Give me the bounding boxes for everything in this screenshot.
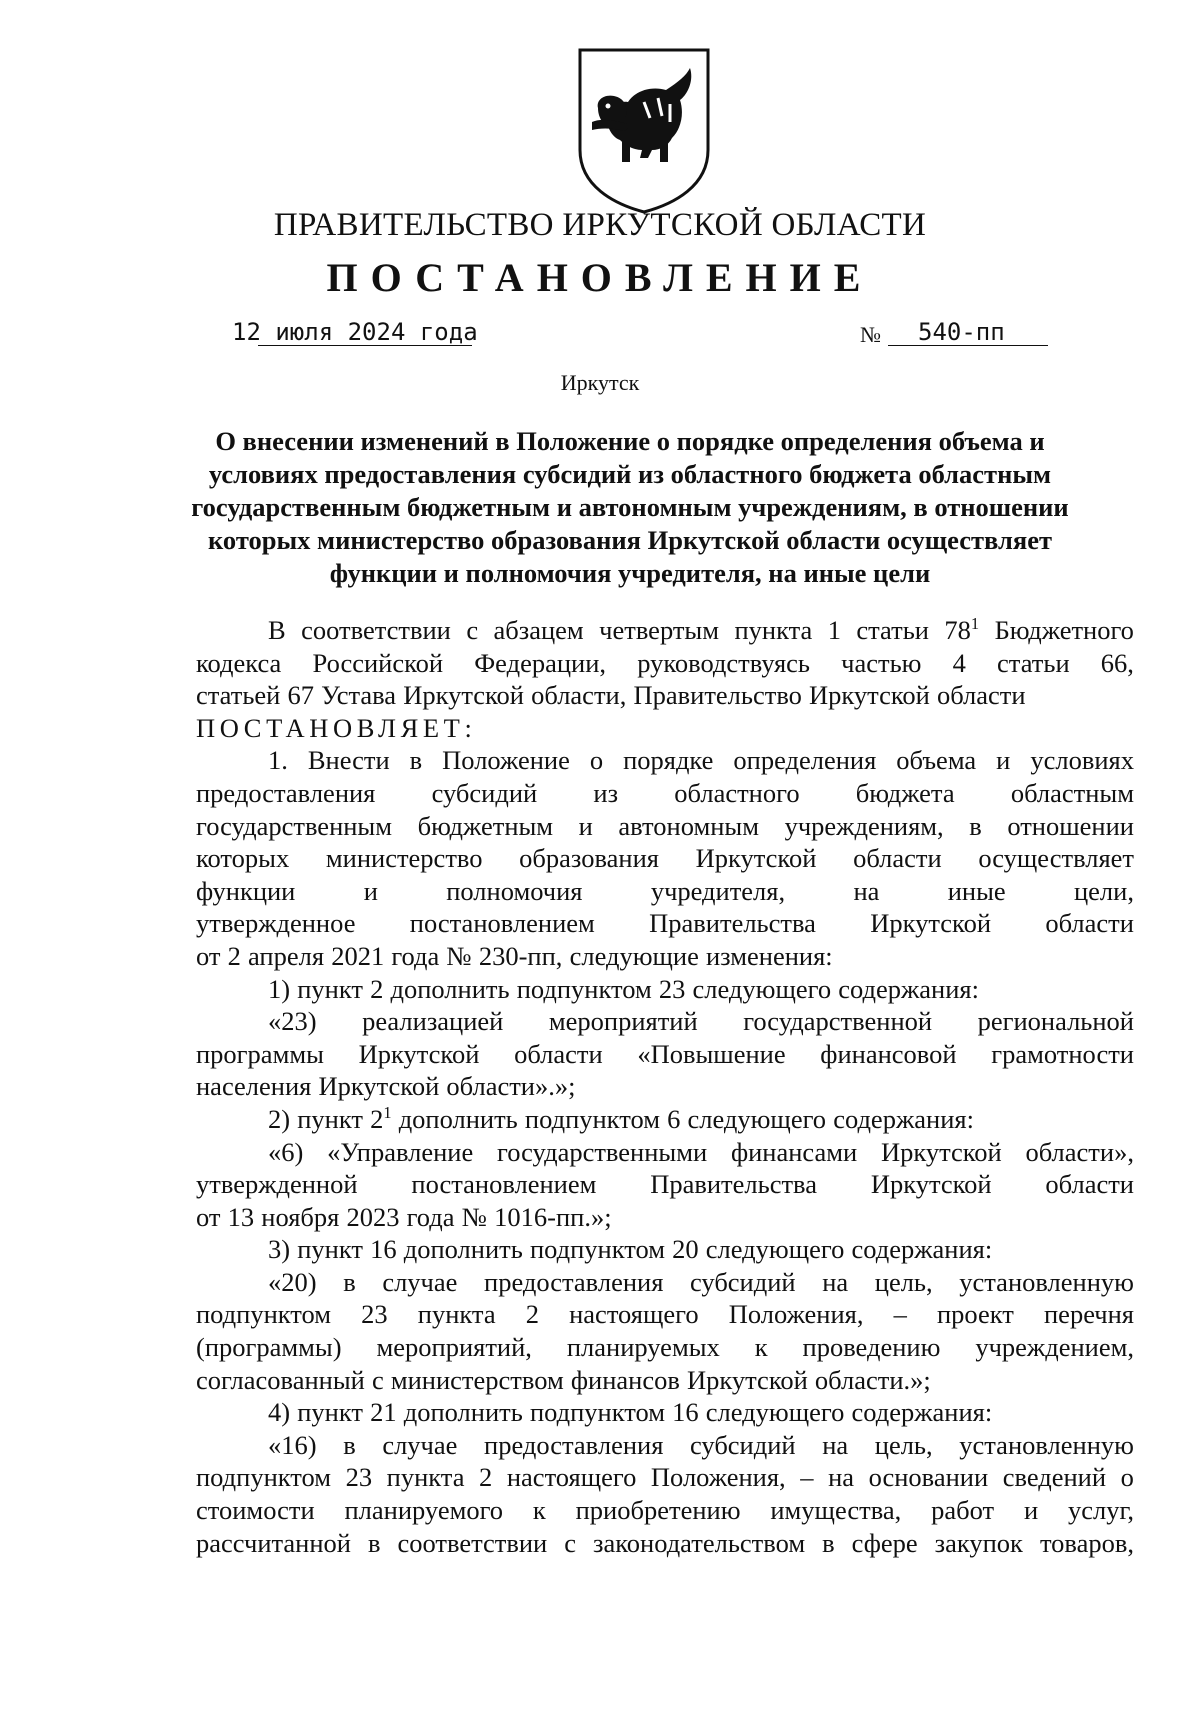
body-word: подпунктом [529,1234,665,1265]
body-word: следующего [687,1103,827,1134]
body-word: утвержденное [196,908,356,939]
body-word: соответствии [301,615,451,645]
body-word: услуг, [1067,1495,1134,1526]
body-word: 1 [827,615,841,645]
decree-date: 12 июля 2024 года [232,318,478,346]
body-word: Правительство [633,680,802,711]
body-word: «Повышение [637,1038,786,1069]
body-word: работ [931,1495,995,1526]
body-word: статьей [196,680,281,711]
body-line [196,1527,1134,1560]
body-word: функции [196,875,296,906]
body-word: «6) [268,1136,304,1167]
body-line [196,1070,1134,1103]
body-word: дополнить [403,1397,523,1428]
body-word: согласованный [196,1364,365,1395]
body-word: порядке [623,745,714,776]
body-word: подпунктом [196,1462,332,1493]
body-word: 67 [287,680,314,711]
body-word: 23 [361,1299,388,1330]
body-line [196,1103,1134,1136]
body-word: товаров, [1039,1527,1134,1558]
body-word: Устава [321,680,397,711]
body-word: субсидий [690,1429,796,1460]
body-line [196,679,1134,712]
body-word: 2 [370,973,384,1004]
body-word: Правительства [650,1169,817,1200]
body-word: о [1120,1462,1134,1493]
body-word: населения [196,1071,312,1102]
body-word: 20 [672,1234,699,1265]
body-line [196,1396,1134,1429]
body-word: $2^1$ [370,1102,392,1134]
body-word: иные [947,875,1006,906]
body-word: на [828,1462,855,1493]
number-underline [888,345,1048,346]
body-word: на [822,1429,849,1460]
body-word: имущества, [770,1495,902,1526]
body-word: рассчитанной [196,1527,351,1558]
body-word: 16 [370,1234,397,1265]
body-word: в [343,1429,356,1460]
body-word: утвержденной [196,1169,358,1200]
body-word: 6 [667,1103,681,1134]
body-word: и [578,810,593,841]
body-word: 2021 [331,940,385,971]
body-word: области [514,1038,603,1069]
body-word: Иркутской [687,1364,808,1395]
body-word: Иркутской [318,1071,440,1102]
body-word: Иркутской [870,908,992,939]
body-word: 2023 [346,1201,400,1232]
body-word: 23 [658,973,686,1004]
body-word: № [461,1201,487,1232]
body-line [196,1494,1134,1527]
body-word: государственным [196,810,393,841]
body-word: установленную [959,1429,1134,1460]
body-word: бюджета [855,777,955,808]
body-word: финансами [730,1136,858,1167]
body-word: дополнить [398,1103,518,1134]
body-word: установленную [959,1266,1134,1297]
body-word: проект [937,1299,1014,1330]
body-word: условиях [1030,745,1134,776]
body-word: предоставления [484,1429,664,1460]
body-line [196,1331,1134,1364]
body-word: пункта [734,615,813,645]
body-word: бюджетным [417,810,554,841]
city-name: Иркутск [560,370,640,395]
body-word: от [196,1201,221,1232]
body-word: о [589,745,604,776]
title-line: О внесении изменений в Положение о порядке определения объема и [215,426,1045,456]
body-word: с [564,1527,577,1558]
body-word: дополнить [390,973,510,1004]
body-line [196,940,1134,973]
body-line [196,1364,1134,1397]
body-word: автономным [618,810,759,841]
body-word: пункт [297,1397,363,1428]
body-word: В [268,615,286,645]
coat-of-arms-icon [574,46,714,214]
body-word: министерством [390,1364,564,1395]
body-word: проведению [802,1332,941,1363]
body-word: и [996,745,1011,776]
body-word: области».»; [446,1071,576,1102]
body-word: предоставления [484,1266,664,1297]
body-word: области [1045,908,1134,939]
body-word: государственной [743,1006,933,1037]
body-word: подпунктом [516,973,652,1004]
body-word: образования [519,843,659,874]
title-line: функции и полномочия учредителя, на иные цели [329,558,931,588]
body-word: Иркутской [809,680,930,711]
body-line [196,875,1134,908]
body-word: настоящего [569,1299,699,1330]
body-line [196,712,1134,745]
body-word: Иркутской [880,1136,1002,1167]
body-word: приобретению [575,1495,741,1526]
body-word: с [466,615,479,645]
body-word: четвертым [599,615,720,645]
body-word: законодательством [593,1527,806,1558]
body-word: частью [841,647,922,678]
body-word: дополнить [403,1234,523,1265]
body-word: 66, [1100,647,1134,678]
body-line [196,810,1134,843]
body-word: пункта [417,1299,496,1330]
body-word: областного [674,777,800,808]
body-word: настоящего [506,1462,637,1493]
body-line [196,1168,1134,1201]
body-word: 1) [268,973,291,1004]
body-word: региональной [977,1006,1134,1037]
body-word: 23 [345,1462,373,1493]
body-word: предоставления [196,777,376,808]
body-word: объема [896,745,977,776]
body-word: Внести [307,745,390,776]
body-word: пункт [297,973,363,1004]
body-word: следующего [705,1397,845,1428]
body-word: цель, [874,1266,933,1297]
body-word: отношении [1007,810,1134,841]
body-line [196,1233,1134,1266]
body-word: Иркутской [695,843,817,874]
body-word: планируемого [344,1495,504,1526]
body-word: цель, [874,1429,933,1460]
body-word: случае [382,1266,458,1297]
body-word: Положения, [728,1299,864,1330]
body-word: 13 [227,1201,255,1232]
body-word: «20) [268,1266,317,1297]
body-word: из [593,777,619,808]
body-word: Положение [442,745,570,776]
body-word: Иркутской [403,680,524,711]
body-word: сведений [1002,1462,1107,1493]
body-word: основании [868,1462,989,1493]
body-word: 230-пп, [478,940,563,971]
body-word: на [853,875,880,906]
body-word: 4 [952,647,966,678]
body-line [196,973,1134,1006]
body-line [196,777,1134,810]
body-word: закупок [934,1527,1023,1558]
body-word: 16 [672,1397,699,1428]
body-word: подпунктом [529,1397,665,1428]
body-word: содержания: [838,973,979,1004]
decree-body [196,614,1134,1559]
body-word: руководствуясь [637,647,810,678]
body-word: апреля [248,940,325,971]
body-word: 3) [268,1234,291,1265]
title-line: условиях предоставления субсидий из областного бюджета областным [208,459,1052,489]
body-word: статьи [856,615,929,645]
body-word: финансов [570,1364,680,1395]
body-word: мероприятий, [376,1332,532,1363]
body-word: 1. [268,745,288,776]
body-word: кодекса [196,647,282,678]
body-word: Положения, [650,1462,786,1493]
body-word: в [822,1527,835,1558]
body-word: 2 [227,940,241,971]
body-word: полномочия [446,875,583,906]
body-word: государственными [496,1136,708,1167]
body-word: и [363,875,378,906]
body-word: 2) [268,1103,291,1134]
body-word: в [969,810,982,841]
body-word: финансовой [820,1038,957,1069]
body-word: ПОСТАНОВЛЯЕТ: [196,712,477,743]
body-word: грамотности [991,1038,1134,1069]
decree-number: 540-пп [918,318,1005,346]
body-word: осуществляет [978,843,1134,874]
body-word: в [367,1527,381,1558]
body-word: следующие [569,940,699,971]
body-line [196,1038,1134,1071]
body-word: субсидий [431,777,538,808]
body-line [196,907,1134,940]
body-word: пункта [386,1462,465,1493]
body-word: «16) [268,1429,317,1460]
title-line: которых министерство образования Иркутской области осуществляет [208,525,1052,555]
body-word: 4) [268,1397,291,1428]
body-word: субсидий [690,1266,796,1297]
body-word: областным [1010,777,1134,808]
body-word: $78^1$ [944,613,980,645]
title-line: государственным бюджетным и автономным учреждениям, в отношении [191,492,1069,522]
body-word: подпунктом [524,1103,660,1134]
body-word: ноября [261,1201,340,1232]
decree-title [190,425,1070,590]
body-word: 1016-пп.»; [494,1201,612,1232]
body-word: реализацией [362,1006,504,1037]
body-word: Бюджетного [994,615,1134,645]
body-word: к [532,1495,546,1526]
body-word: года [391,940,440,971]
body-word: Иркутской [358,1038,480,1069]
body-word: и [1023,1495,1039,1526]
body-word: области [936,680,1026,711]
body-word: изменения: [706,940,833,971]
body-line [196,1461,1134,1494]
body-word: программы [196,1038,324,1069]
body-word: в [409,745,423,776]
number-sign: № [860,322,881,347]
body-word: Российской [312,647,444,678]
body-word: в [343,1266,356,1297]
body-word: года [406,1201,455,1232]
body-word: содержания: [851,1234,993,1265]
body-word: Федерации, [474,647,607,678]
body-line [196,1005,1134,1038]
body-word: «23) [268,1006,317,1037]
body-line [196,744,1134,777]
body-word: Иркутской [870,1169,992,1200]
body-line [196,1266,1134,1299]
body-word: к [754,1332,768,1363]
body-word: подпунктом [196,1299,332,1330]
body-word: сфере [851,1527,918,1558]
body-line [196,842,1134,875]
body-word: 21 [370,1397,397,1428]
body-word: 2 [479,1462,493,1493]
body-word: министерство [325,843,483,874]
body-word: учреждением, [975,1332,1134,1363]
body-word: статьи [997,647,1070,678]
body-word: области, [531,680,627,711]
body-word: от [196,940,221,971]
body-word: 2 [525,1299,539,1330]
body-line [196,1298,1134,1331]
body-word: содержания: [833,1103,974,1134]
body-word: определения [733,745,877,776]
body-word: с [371,1364,384,1395]
body-word: «Управление [327,1136,474,1167]
body-word: постановлением [409,908,595,939]
body-word: области.»; [814,1364,931,1395]
document-type: ПОСТАНОВЛЕНИЕ [326,255,874,300]
body-word: постановлением [411,1169,597,1200]
body-word: абзацем [493,615,584,645]
body-line [196,614,1134,647]
date-underline [258,345,472,346]
body-word: № [446,940,472,971]
body-word: учредителя, [650,875,786,906]
body-word: которых [196,843,290,874]
body-word: Правительства [649,908,816,939]
body-word: следующего [692,973,832,1004]
body-word: пункт [297,1103,363,1134]
body-line [196,1136,1134,1169]
body-word: содержания: [851,1397,993,1428]
body-word: – [800,1462,814,1493]
body-line [196,1201,1134,1234]
body-word: стоимости [196,1495,315,1526]
body-line [196,1429,1134,1462]
body-word: области [853,843,942,874]
body-word: цели, [1073,875,1134,906]
body-word: мероприятий [548,1006,698,1037]
body-word: учреждениям, [784,810,944,841]
body-word: планируемых [566,1332,720,1363]
body-word: области», [1025,1136,1134,1167]
body-word: перечня [1044,1299,1134,1330]
body-word: – [893,1299,907,1330]
body-word: следующего [705,1234,845,1265]
body-word: (программы) [196,1332,342,1363]
government-name: ПРАВИТЕЛЬСТВО ИРКУТСКОЙ ОБЛАСТИ [273,207,927,243]
body-line [196,647,1134,680]
body-word: пункт [297,1234,363,1265]
body-word: случае [382,1429,458,1460]
body-word: области [1045,1169,1134,1200]
body-word: на [822,1266,849,1297]
body-word: соответствии [397,1527,548,1558]
